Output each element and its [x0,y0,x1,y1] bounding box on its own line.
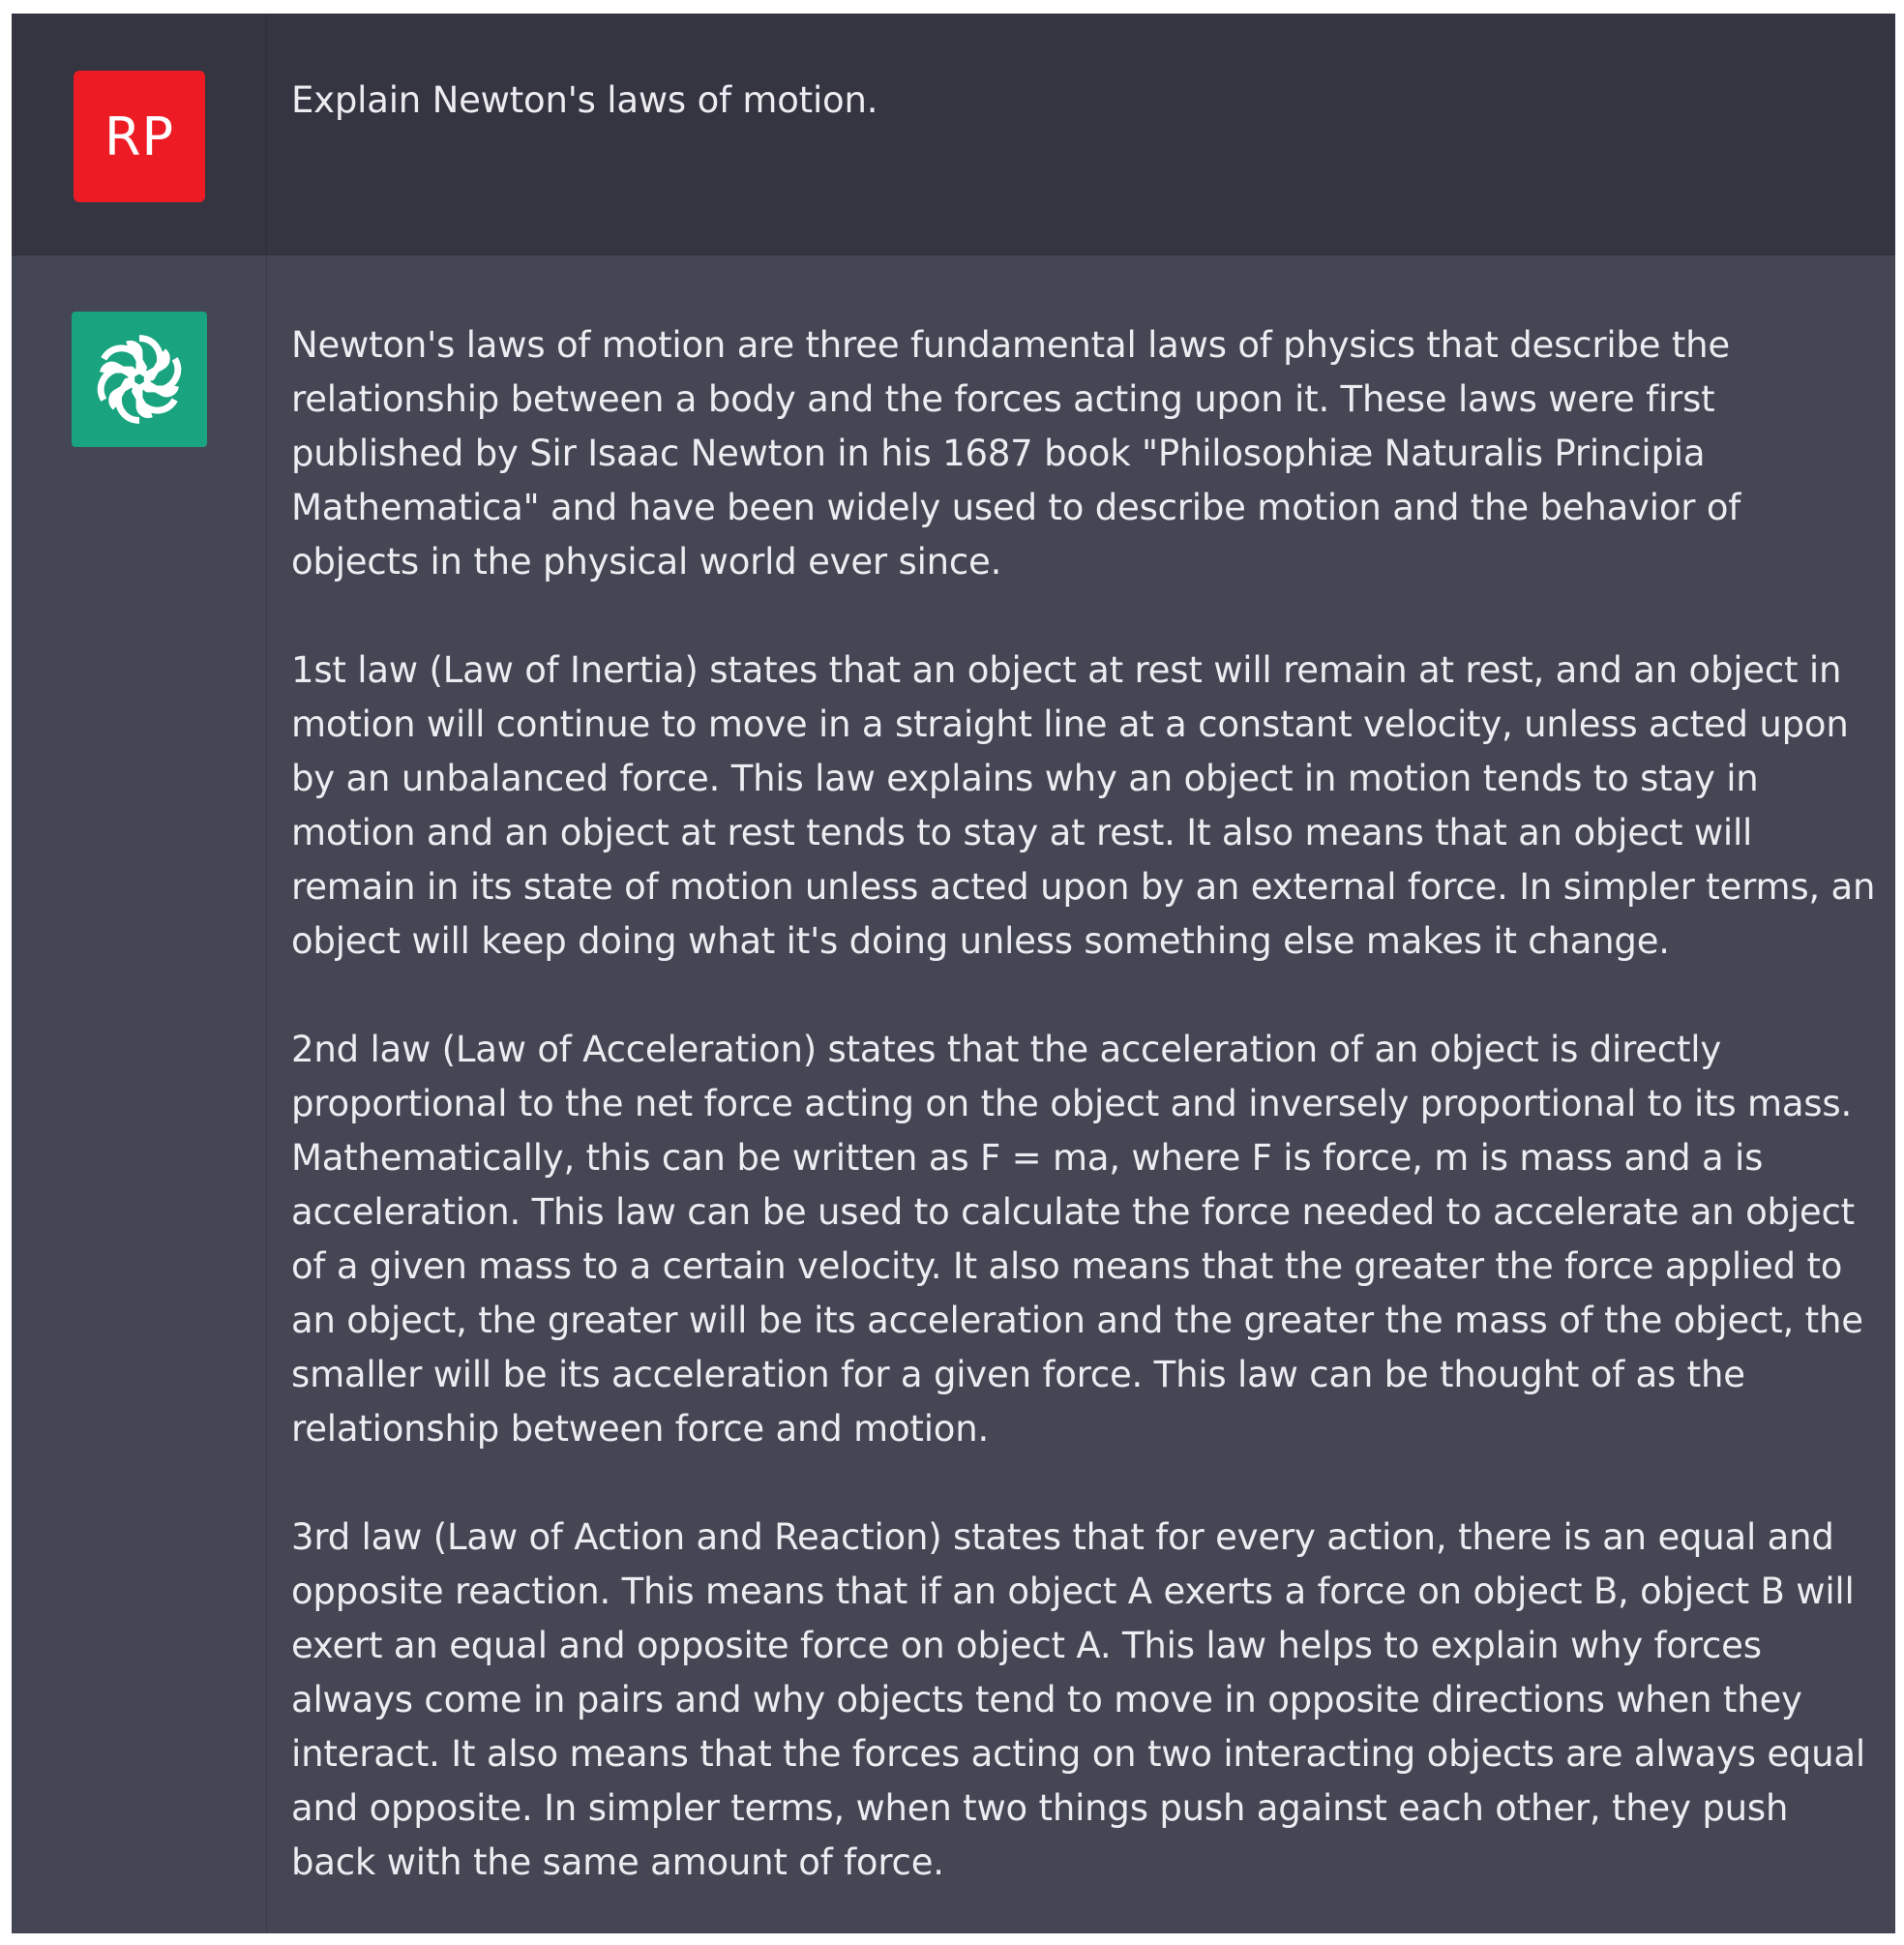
openai-logo-icon [88,328,191,431]
chat-transcript [12,14,1895,1933]
user-avatar [74,71,205,202]
paragraph-first-law: 1st law (Law of Inertia) states that an object at rest will remain at rest, and an object in motion will continue to move in a straight line at a constant velocity, unless acted upon by an unbalanced force. This law explains why an object in motion tends to stay in motion and an object at rest tends to stay at rest. It also means that an object will remain in its state of motion unless acted upon by an external force. In simpler terms, an object will keep doing what it's doing unless something else makes it change. [291,649,1876,962]
gutter-divider [266,14,267,254]
user-avatar-initials: RP [104,105,175,167]
assistant-message-row [12,255,1895,1933]
assistant-message-text [291,318,1878,1890]
user-message-row [12,14,1895,255]
assistant-avatar [72,312,207,447]
paragraph-third-law: 3rd law (Law of Action and Reaction) states that for every action, there is an equal and opposite reaction. This means that if an object A exerts a force on object B, object B will exert an equal and opposite force on object A. This law helps to explain why forces always come in pairs and why objects tend to move in opposite directions when they interact. It also means that the forces acting on two interacting objects are always equal and opposite. In simpler terms, when two things push against each other, they push back with the same amount of force. [291,1516,1865,1883]
gutter-divider [266,255,267,1933]
user-message-text: Explain Newton's laws of motion. [291,79,878,121]
paragraph-second-law: 2nd law (Law of Acceleration) states that the acceleration of an object is directly proportional to the net force acting on the object and inversely proportional to its mass. Mathematically, this can be written as F = ma, where F is force, m is mass and a is acceleration. This law can be used to calculate the force needed to accelerate an object of a given mass to a certain velocity. It also means that the greater the force applied to an object, the greater will be its acceleration and the greater the mass of the object, the smaller will be its acceleration for a given force. This law can be thought of as the relationship between force and motion. [291,1029,1863,1450]
paragraph-intro: Newton's laws of motion are three fundamental laws of physics that describe the relationship between a body and the forces acting upon it. These laws were first published by Sir Isaac Newton in his 1687 book "Philosophiæ Naturalis Principia Mathematica" and have been widely used to describe motion and the behavior of objects in the physical world ever since. [291,324,1741,583]
